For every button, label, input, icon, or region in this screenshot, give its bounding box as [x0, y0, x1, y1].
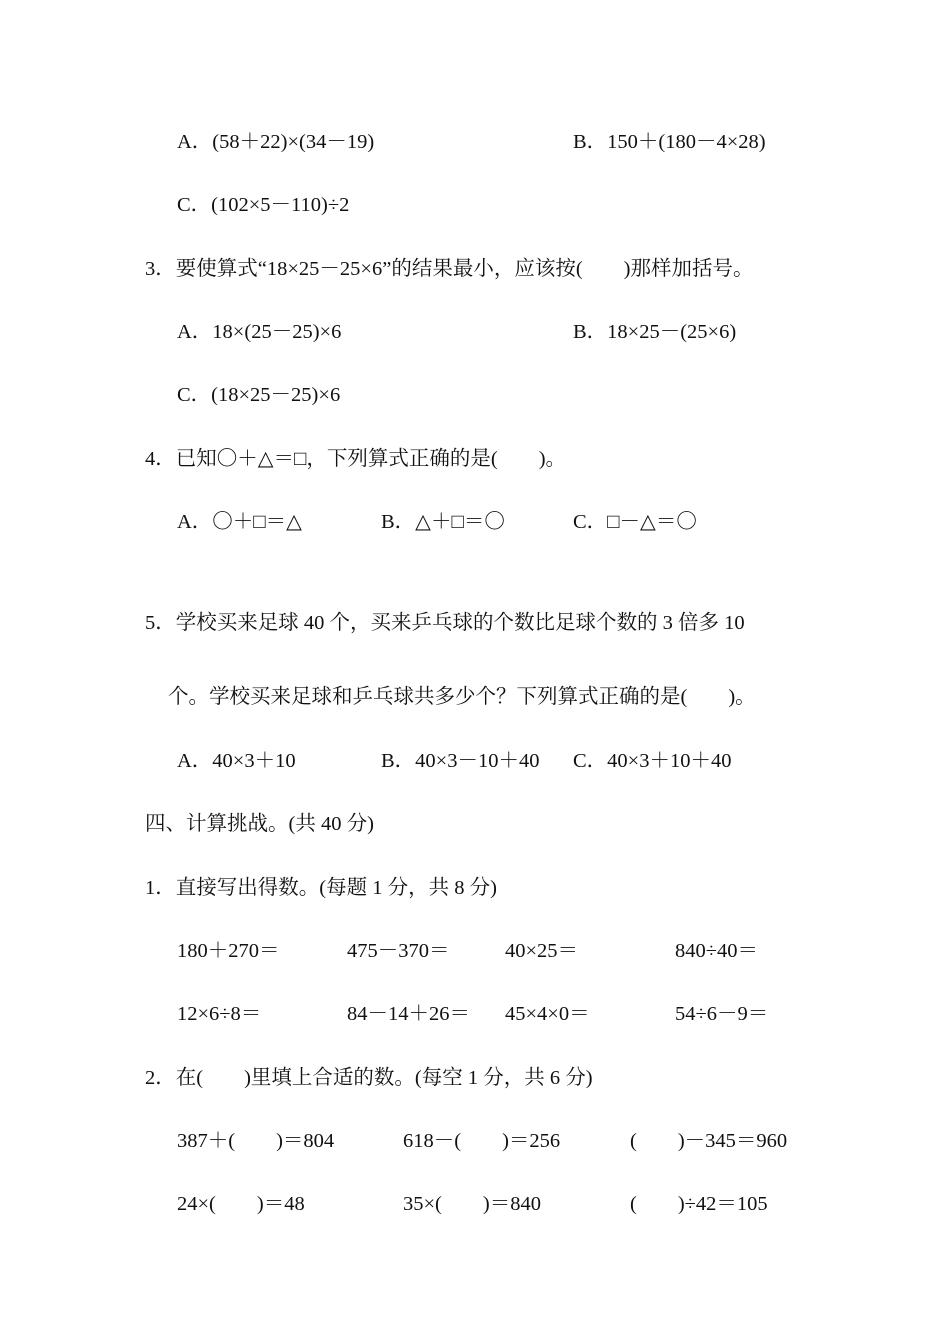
q2-option-c: C．(102×5－110)÷2 — [177, 194, 350, 216]
q3-option-a: A．18×(25－25)×6 — [177, 321, 342, 343]
q5-stem-line1: 5．学校买来足球 40 个，买来乒乓球的个数比足球个数的 3 倍多 10 — [145, 612, 745, 634]
part-1-title: 1．直接写出得数。(每题 1 分，共 8 分) — [145, 877, 497, 899]
oral-calc-item: 45×4×0＝ — [505, 1003, 590, 1025]
oral-calc-item: 84－14＋26＝ — [347, 1003, 470, 1025]
section-4-title: 四、计算挑战。(共 40 分) — [145, 813, 374, 835]
q5-option-a: A．40×3＋10 — [177, 750, 296, 772]
oral-calc-item: 475－370＝ — [347, 940, 450, 962]
q5-option-b: B．40×3－10＋40 — [381, 750, 540, 772]
q4-option-b: B．△＋□＝〇 — [381, 511, 505, 533]
q3-option-c: C．(18×25－25)×6 — [177, 384, 341, 406]
oral-calc-item: 54÷6－9＝ — [675, 1003, 769, 1025]
oral-calc-item: 40×25＝ — [505, 940, 579, 962]
q2-option-a: A．(58＋22)×(34－19) — [177, 131, 375, 153]
q3-stem: 3．要使算式“18×25－25×6”的结果最小，应该按( )那样加括号。 — [145, 258, 754, 280]
oral-calc-item: 12×6÷8＝ — [177, 1003, 262, 1025]
fill-blank-item: 387＋( )＝804 — [177, 1130, 335, 1152]
fill-blank-item: 35×( )＝840 — [403, 1193, 541, 1215]
q4-option-c: C．□－△＝〇 — [573, 511, 697, 533]
q3-option-b: B．18×25－(25×6) — [573, 321, 737, 343]
fill-blank-item: ( )－345＝960 — [630, 1130, 788, 1152]
q2-option-b: B．150＋(180－4×28) — [573, 131, 766, 153]
q5-option-c: C．40×3＋10＋40 — [573, 750, 732, 772]
oral-calc-item: 180＋270＝ — [177, 940, 280, 962]
q4-option-a: A．〇＋□＝△ — [177, 511, 302, 533]
part-2-title: 2．在( )里填上合适的数。(每空 1 分，共 6 分) — [145, 1067, 593, 1089]
q5-stem-line2: 个。学校买来足球和乒乓球共多少个？下列算式正确的是( )。 — [168, 686, 756, 708]
fill-blank-item: ( )÷42＝105 — [630, 1193, 768, 1215]
fill-blank-item: 24×( )＝48 — [177, 1193, 305, 1215]
q4-stem: 4．已知〇＋△＝□，下列算式正确的是( )。 — [145, 448, 567, 470]
oral-calc-item: 840÷40＝ — [675, 940, 759, 962]
fill-blank-item: 618－( )＝256 — [403, 1130, 561, 1152]
